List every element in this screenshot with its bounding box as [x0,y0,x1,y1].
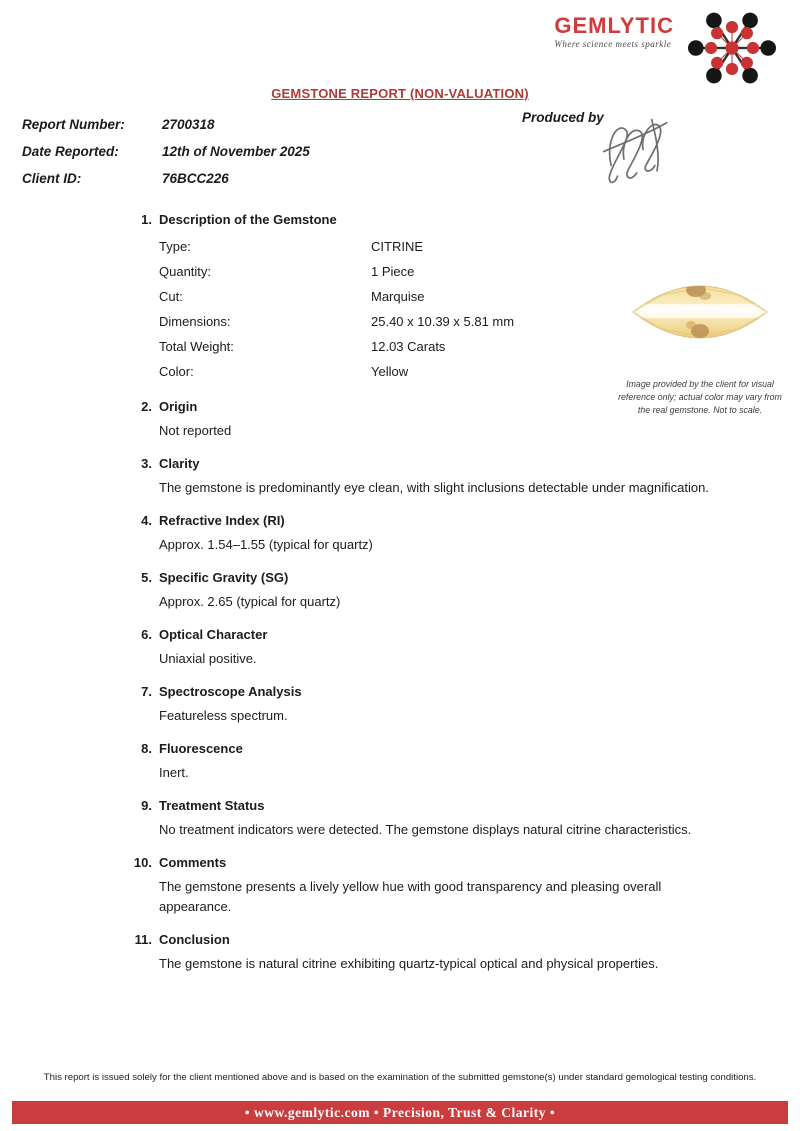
section-number: 3. [141,456,152,471]
section-heading: Treatment Status [159,798,265,813]
section-body: Inert. [159,765,189,780]
gem-figure [610,276,790,417]
section-number: 1. [141,212,152,227]
produced-by-label: Produced by [522,110,604,125]
section-body: Not reported [159,423,232,438]
section-number: 2. [141,399,152,414]
logo-tagline: Where science meets sparkle [554,39,672,49]
field-total-weight: Total Weight: 12.03 Carats [159,339,446,354]
section-number: 9. [141,798,152,813]
field-type: Type: CITRINE [159,239,423,254]
section-heading: Refractive Index (RI) [159,513,285,528]
section-number: 4. [141,513,152,528]
section-heading: Clarity [159,456,200,471]
section-heading: Specific Gravity (SG) [159,570,289,585]
gemstone-image [630,276,770,348]
page-title: GEMSTONE REPORT (NON-VALUATION) [271,86,529,101]
footer-disclaimer: This report is issued solely for the client mentioned above and is based on the examination of the submitted gemstone(s) under standard gemological testing conditions. [43,1072,757,1083]
section-number: 6. [141,627,152,642]
section-body: Approx. 2.65 (typical for quartz) [159,594,341,609]
section-optical-character [126,625,794,669]
report-number-label: Report Number: [22,117,125,132]
section-body: No treatment indicators were detected. The gemstone displays natural citrine characteristics. [159,822,692,837]
section-number: 11. [134,932,152,947]
logo [554,8,782,88]
section-comments [126,853,794,917]
section-number: 10. [133,855,152,870]
gem-image-caption: Image provided by the client for visual reference only; actual color may vary from the real gemstone. Not to scale. [618,379,782,415]
section-body: The gemstone presents a lively yellow hue with good transparency and pleasing overall appearance. [159,879,662,914]
client-id-value: 76BCC226 [162,171,229,186]
signature-image [596,110,686,190]
section-heading: Fluorescence [159,741,243,756]
section-heading: Comments [159,855,227,870]
section-number: 8. [141,741,152,756]
section-heading: Spectroscope Analysis [159,684,302,699]
field-color: Color: Yellow [159,364,409,379]
logo-wordmark: GEMLYTIC [554,13,674,38]
section-heading: Conclusion [159,932,230,947]
section-treatment-status [126,796,794,840]
section-body: Uniaxial positive. [159,651,257,666]
section-body: The gemstone is natural citrine exhibiting quartz-typical optical and physical properties. [159,956,659,971]
section-body: Approx. 1.54–1.55 (typical for quartz) [159,537,373,552]
client-id-label: Client ID: [22,171,82,186]
section-heading: Description of the Gemstone [159,212,337,227]
section-spectroscope [126,682,794,726]
section-refractive-index [126,511,794,555]
date-reported-label: Date Reported: [22,144,119,159]
field-quantity: Quantity: 1 Piece [159,264,415,279]
report-number-value: 2700318 [162,117,215,132]
footer-bar: • www.gemlytic.com • Precision, Trust & Clarity • [12,1101,788,1124]
section-body: The gemstone is predominantly eye clean, with slight inclusions detectable under magnification. [159,480,709,495]
section-fluorescence [126,739,794,783]
section-conclusion [126,930,794,974]
section-body: Featureless spectrum. [159,708,288,723]
section-specific-gravity [126,568,794,612]
field-cut: Cut: Marquise [159,289,425,304]
section-number: 5. [141,570,152,585]
molecule-icon [682,8,782,88]
section-clarity [126,454,794,498]
field-dimensions: Dimensions: 25.40 x 10.39 x 5.81 mm [159,314,515,329]
date-reported-value: 12th of November 2025 [162,144,310,159]
section-heading: Optical Character [159,627,268,642]
section-number: 7. [141,684,152,699]
section-heading: Origin [159,399,198,414]
